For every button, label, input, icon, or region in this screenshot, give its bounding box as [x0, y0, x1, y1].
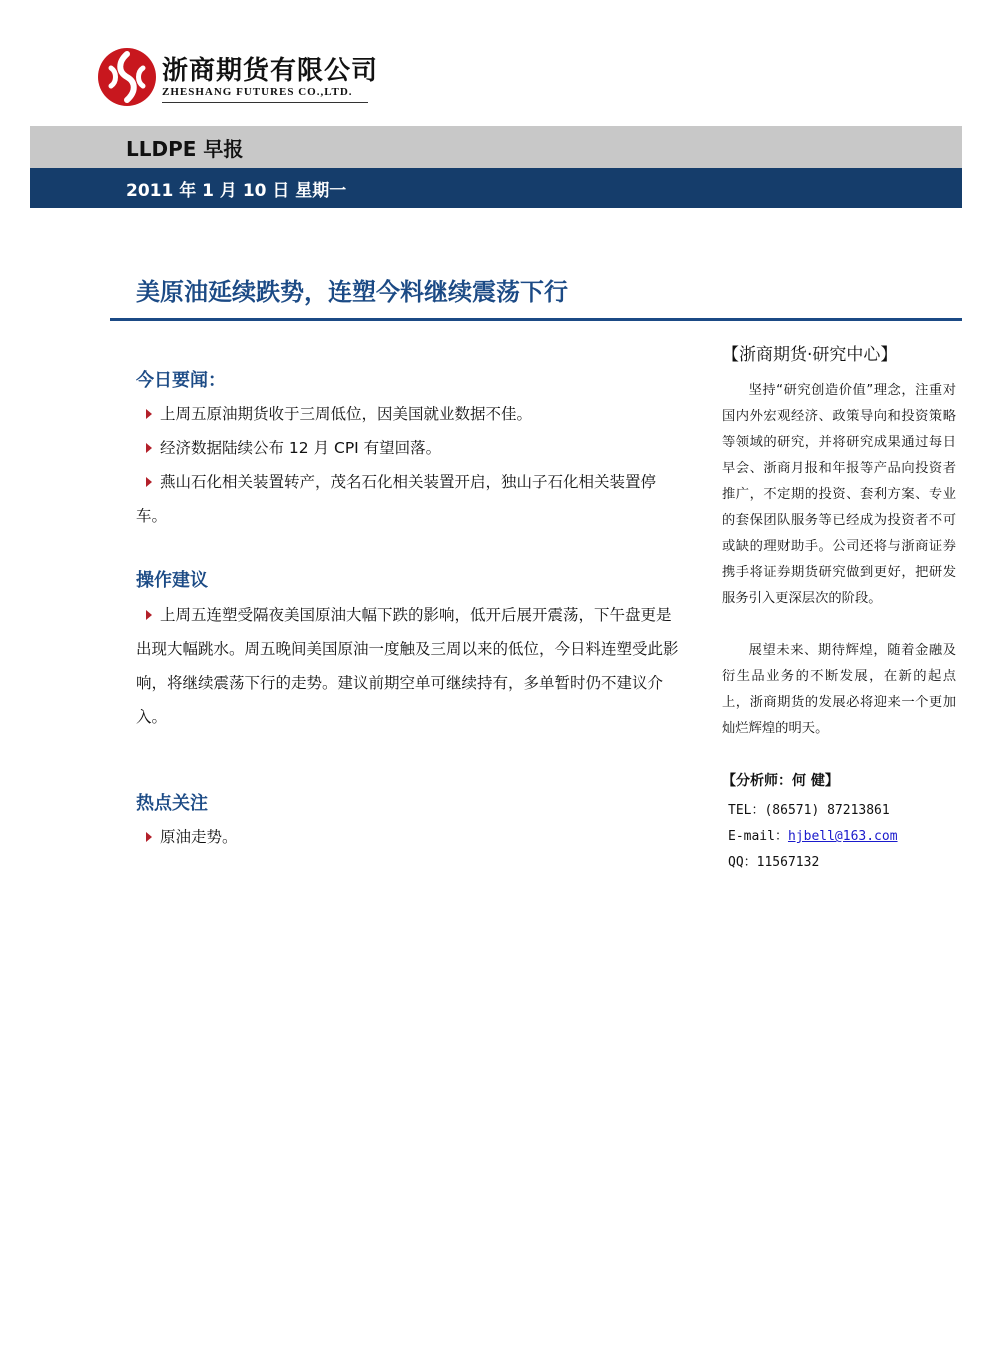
list-item: 原油走势。	[136, 820, 686, 854]
company-logo	[96, 46, 386, 108]
contact-tel: TEL：(86571) 87213861	[728, 803, 890, 818]
logo-divider	[162, 102, 368, 103]
advice-paragraph: 上周五连塑受隔夜美国原油大幅下跌的影响，低开后展开震荡，下午盘更是出现大幅跳水。周五晚间美国原油一度触及三周以来的低位，今日料连塑受此影响，将继续震荡下行的走势。建议前期空单可继续持有，多单暂时仍不建议介入。	[136, 606, 679, 726]
bullet-arrow-icon	[146, 477, 152, 487]
section-title-news: 今日要闻：	[136, 370, 226, 391]
list-item: 燕山石化相关装置转产，茂名石化相关装置开启，独山子石化相关装置停车。	[136, 473, 657, 525]
report-date: 2011 年 1 月 10 日 星期一	[126, 181, 347, 201]
bullet-arrow-icon	[146, 443, 152, 453]
analyst-name: 【分析师：何 健】	[722, 773, 839, 789]
section-title-focus: 热点关注	[136, 793, 208, 814]
report-date-band	[30, 168, 962, 208]
list-item: 上周五原油期货收于三周低位，因美国就业数据不佳。	[136, 397, 686, 431]
bullet-arrow-icon	[146, 610, 152, 620]
sidebar-paragraph-2: 展望未来、期待辉煌，随着金融及衍生品业务的不断发展，在新的起点上，浙商期货的发展必将迎来一个更加灿烂辉煌的明天。	[722, 643, 956, 736]
headline-divider	[110, 318, 962, 321]
contact-qq: QQ：11567132	[728, 855, 820, 870]
sidebar-paragraph-1: 坚持“研究创造价值”理念，注重对国内外宏观经济、政策导向和投资策略等领域的研究，并将研究成果通过每日早会、浙商月报和年报等产品向投资者推广，不定期的投资、套利方案、专业的套保团队服务等已经成为投资者不可或缺的理财助手。公司还将与浙商证券携手将证券期货研究做到更好，把研发服务引入更深层次的阶段。	[722, 383, 956, 606]
headline: 美原油延续跌势，连塑今料继续震荡下行	[136, 278, 568, 306]
bullet-arrow-icon	[146, 409, 152, 419]
company-name-cn: 浙商期货有限公司	[162, 56, 379, 86]
contact-email: E-mail：hjbell@163.com	[728, 829, 898, 844]
section-title-advice: 操作建议	[136, 570, 208, 591]
report-title-band	[30, 126, 962, 168]
company-name-en: ZHESHANG FUTURES CO.,LTD.	[162, 86, 353, 98]
report-title: LLDPE 早报	[126, 137, 244, 161]
email-link[interactable]: hjbell@163.com	[787, 829, 898, 844]
bullet-arrow-icon	[146, 832, 152, 842]
company-logo-mark-icon	[96, 46, 158, 108]
list-item: 经济数据陆续公布 12 月 CPI 有望回落。	[136, 431, 686, 465]
focus-list	[136, 820, 686, 854]
news-list	[136, 397, 686, 533]
sidebar-title: 【浙商期货·研究中心】	[722, 345, 898, 365]
